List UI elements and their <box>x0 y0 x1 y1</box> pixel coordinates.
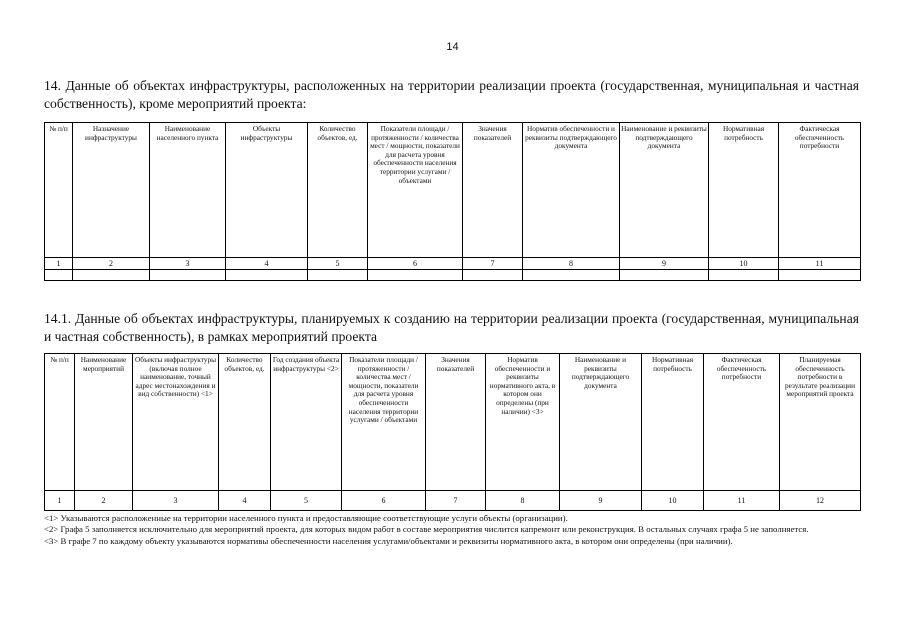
column-number: 6 <box>368 258 463 270</box>
table-header-cell: Норматив обеспеченности и реквизиты подтверждающего документа <box>523 123 620 258</box>
table-header-cell: Наименование населенного пункта <box>150 123 226 258</box>
table-header-cell: Значения показателей <box>463 123 523 258</box>
column-number: 11 <box>779 258 861 270</box>
table-header-cell: № п/п <box>45 123 73 258</box>
empty-cell <box>150 270 226 281</box>
footnote-2: <2> Графа 5 заполняется исключительно для мероприятий проекта, для которых видом работ в составе мероприятия числится капремонт или реконструкция. В остальных случаях графа 5 не заполняется. <box>44 524 809 535</box>
footnotes <box>44 513 859 547</box>
empty-cell <box>368 270 463 281</box>
table-header-cell: Показатели площади / протяженности / количества мест / мощности, показатели для расчета уровня обеспеченности населения территории услугами / объектами <box>342 354 426 491</box>
empty-cell <box>308 270 368 281</box>
column-number: 12 <box>780 491 861 511</box>
table-header-cell: Фактическая обеспеченность потребности <box>779 123 861 258</box>
footnote-3: <3> В графе 7 по каждому объекту указываются нормативы обеспеченности населения услугами/объектами и реквизиты нормативного акта, в котором они определены (при наличии). <box>44 535 733 546</box>
column-number: 1 <box>45 491 75 511</box>
column-number: 1 <box>45 258 73 270</box>
table-header-cell: № п/п <box>45 354 75 491</box>
column-number: 4 <box>226 258 308 270</box>
table-header-cell: Объекты инфраструктуры <box>226 123 308 258</box>
table-header-cell: Нормативная потребность <box>709 123 779 258</box>
empty-cell <box>73 270 150 281</box>
empty-cell <box>463 270 523 281</box>
section-14-title: 14. Данные об объектах инфраструктуры, расположенных на территории реализации проекта (государственная, муниципальная и частная собственность), кроме мероприятий проекта: <box>44 78 859 111</box>
table-header-cell: Назначение инфраструктуры <box>73 123 150 258</box>
column-number: 3 <box>150 258 226 270</box>
table-header-cell: Количество объектов, ед. <box>308 123 368 258</box>
column-number: 9 <box>560 491 642 511</box>
column-number: 7 <box>463 258 523 270</box>
column-number: 9 <box>620 258 709 270</box>
table-header-cell: Объекты инфраструктуры (включая полное наименование, точный адрес местонахождения и вид собственности) <1> <box>133 354 219 491</box>
column-number: 10 <box>642 491 704 511</box>
column-number: 3 <box>133 491 219 511</box>
empty-cell <box>523 270 620 281</box>
table-header-cell: Планируемая обеспеченность потребности в результате реализации мероприятий проекта <box>780 354 861 491</box>
column-number: 11 <box>704 491 780 511</box>
table-header-cell: Нормативная потребность <box>642 354 704 491</box>
table-header-cell: Значения показателей <box>426 354 486 491</box>
column-number: 2 <box>75 491 133 511</box>
table-header-cell: Наименование мероприятий <box>75 354 133 491</box>
empty-cell <box>709 270 779 281</box>
empty-cell <box>226 270 308 281</box>
table-header-cell: Норматив обеспеченности и реквизиты нормативного акта, в котором они определены (при наличии) <3> <box>486 354 560 491</box>
column-number: 5 <box>308 258 368 270</box>
infrastructure-planned-table <box>44 353 861 511</box>
section-14-1-title: 14.1. Данные об объектах инфраструктуры, планируемых к созданию на территории реализации проекта (государственная, муниципальная и частная собственность), в рамках мероприятий проекта <box>44 311 859 344</box>
table-header-cell: Фактическая обеспеченность потребности <box>704 354 780 491</box>
table-header-cell: Год создания объекта инфраструктуры <2> <box>271 354 342 491</box>
page-number: 14 <box>446 41 459 53</box>
table-header-cell: Количество объектов, ед. <box>219 354 271 491</box>
footnote-1: <1> Указываются расположенные на территории населенного пункта и предоставляющие соответствующие услуги объекты (организации). <box>44 513 568 523</box>
column-number: 5 <box>271 491 342 511</box>
empty-cell <box>45 270 73 281</box>
column-number: 8 <box>486 491 560 511</box>
column-number: 8 <box>523 258 620 270</box>
table-header-cell: Наименование и реквизиты подтверждающего документа <box>620 123 709 258</box>
column-number: 6 <box>342 491 426 511</box>
column-number: 10 <box>709 258 779 270</box>
column-number: 4 <box>219 491 271 511</box>
infrastructure-existing-table <box>44 122 861 281</box>
empty-cell <box>620 270 709 281</box>
column-number: 2 <box>73 258 150 270</box>
table-header-cell: Наименование и реквизиты подтверждающего документа <box>560 354 642 491</box>
table-header-cell: Показатели площади / протяженности / количества мест / мощности, показатели для расчета уровня обеспеченности населения территории услугами / объектами <box>368 123 463 258</box>
empty-cell <box>779 270 861 281</box>
column-number: 7 <box>426 491 486 511</box>
